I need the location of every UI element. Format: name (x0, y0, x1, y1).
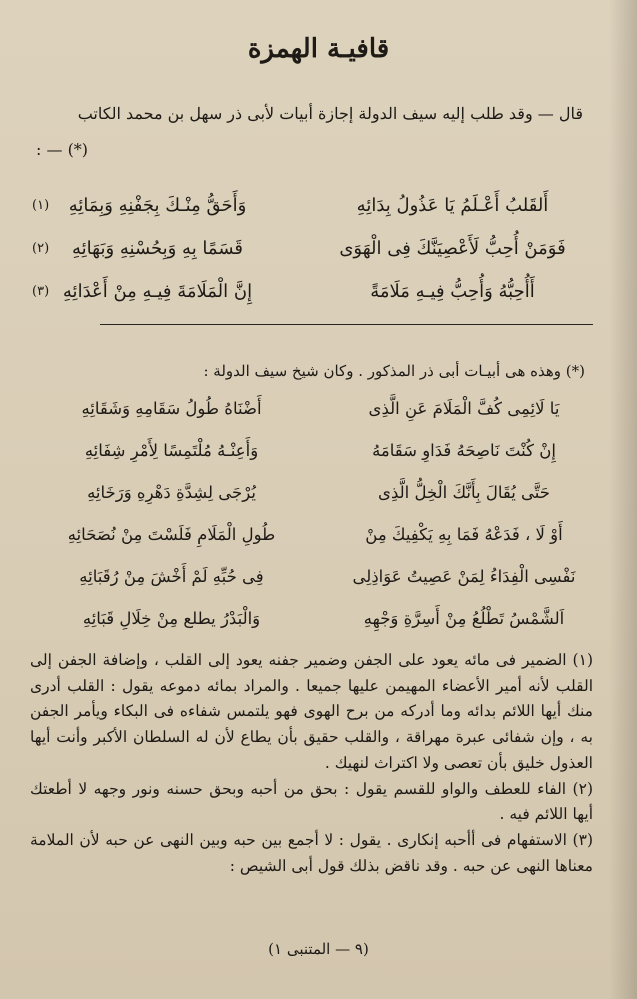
quoted-verse (46, 483, 589, 519)
intro-paragraph (30, 99, 583, 129)
footnote-1: (١) الضمير فى مائه يعود على الجفن وضمير جفنه يعود إلى القلب ، وإضافة الجفن إلى القلب لأنه أمير الأعضاء المهيمن عليها جميعا . والمراد بمائه دموعه يقول : القلب أدرى منك أيها اللائم بدائه وما أدركه من برح الهوى فهو يلتمس شفاءه فى البكاء ويأمر الجفن به ، وإن شفائى عبرة مهراقة ، والقلب حقيق بأن يطاع لأن له السلطان الأكبر وأنت أيها العذول خليق بأن تعصى ولا اكتراث لنهيك . (30, 651, 593, 772)
verse-first-hemistich: أَأُحِبُّهُ وَأُحِبُّ فِيـهِ مَلَامَةً (370, 281, 535, 302)
footnote-marker: (١) (32, 198, 50, 213)
verse-second-hemistich: إِنَّ الْمَلَامَةَ فِيـهِ مِنْ أَعْدَائِهِ (62, 281, 253, 302)
quoted-verse (46, 567, 589, 603)
quoted-verse (46, 525, 589, 561)
verse-second-hemistich: أَضْنَاهُ طُولُ سَقَامِهِ وَشَقَائِهِ (81, 399, 262, 418)
verse-second-hemistich: طُولِ الْمَلَامِ فَلَسْتَ مِنْ نُصَحَائِهِ (67, 525, 276, 544)
verse-first-hemistich: أَوْ لَا ، فَدَعْهُ فَمَا بِهِ يَكْفِيكَ مِنْ (365, 525, 563, 544)
verse-second-hemistich: فِى حُبِّهِ لَمْ أَخْشَ مِنْ رُقَبَائِهِ (79, 567, 264, 586)
quoted-verse (46, 609, 589, 645)
verse-first-hemistich: فَوَمَنْ أُحِبُّ لَأَعْصِيَنَّكَ فِى الْهَوَى (339, 238, 566, 259)
verse-first-hemistich: اَلشَّمْسُ تَطْلُعُ مِنْ أَسِرَّةِ وَجْهِهِ (363, 609, 565, 628)
quoted-verse (46, 441, 589, 477)
page-signature: (٩ — المتنبى ١) (268, 940, 369, 958)
verse-first-hemistich: أَلقَلبُ أَعْـلَمُ يَا عَذُولُ بِدَائِهِ (356, 195, 549, 216)
verse-second-hemistich: قَسَمًا بِهِ وَبِحُسْنِهِ وَبَهَائِهِ (72, 238, 243, 259)
note-intro: (*) وهذه هى أبيـات أبى ذر المذكور . وكان شيخ سيف الدولة : (203, 362, 585, 380)
intro-text: قال — وقد طلب إليه سيف الدولة إجازة أبيات لأبى ذر سهل بن محمد الكاتب (77, 104, 583, 123)
footnote-2: (٢) الفاء للعطف والواو للقسم يقول : بحق من أحبه وبحق حسنه ونور وجهه لا أطعتك أيها اللائم فيه . (30, 779, 593, 824)
poem-verse (32, 195, 585, 233)
footnote-3: (٣) الاستفهام فى أأحبه إنكارى . يقول : لا أجمع بين حبه وبين النهى عن حبه لأن الملامة معناها النهى عن حبه . وقد ناقض بذلك قول أبى الشيص : (30, 830, 593, 875)
poem-verse (32, 238, 585, 276)
verse-first-hemistich: حَتَّى يُقَالَ بِأَنَّكَ الْخِلُّ الَّذِى (378, 483, 550, 502)
verse-second-hemistich: وَأَحَقُّ مِنْـكَ بِجَفْنِهِ وَبِمَائِهِ (68, 195, 247, 216)
verse-first-hemistich: يَا لَائِمِى كُفَّ الْمَلَامَ عَنِ الَّذِى (368, 399, 560, 418)
verse-second-hemistich: وَالْبَدْرُ يطلع مِنْ خِلَالِ قَبَائِهِ (82, 609, 261, 628)
quoted-verse (46, 399, 589, 435)
verse-second-hemistich: وَأَعِنْـهُ مُلْتَمِسًا لِأَمْرِ شِفَائِهِ (84, 441, 259, 460)
verse-second-hemistich: يُرْجَى لِشِدَّةِ دَهْرِهِ وَرَخَائِهِ (87, 483, 256, 502)
footnote-divider (100, 324, 593, 325)
poem-verse (32, 281, 585, 319)
footnote-marker: (٢) (32, 241, 50, 256)
page-title: قافيـة الهمزة (247, 34, 390, 64)
verse-first-hemistich: إِنْ كُنْتَ نَاصِحَهُ فَدَاوِ سَقَامَهُ (372, 441, 556, 460)
footnotes (30, 648, 593, 879)
intro-note-marker: (*) — : (36, 140, 89, 159)
footnote-marker: (٣) (32, 284, 50, 299)
verse-first-hemistich: نَفْسِى الْفِدَاءُ لِمَنْ عَصِيتُ عَوَاذِلِى (352, 567, 576, 586)
